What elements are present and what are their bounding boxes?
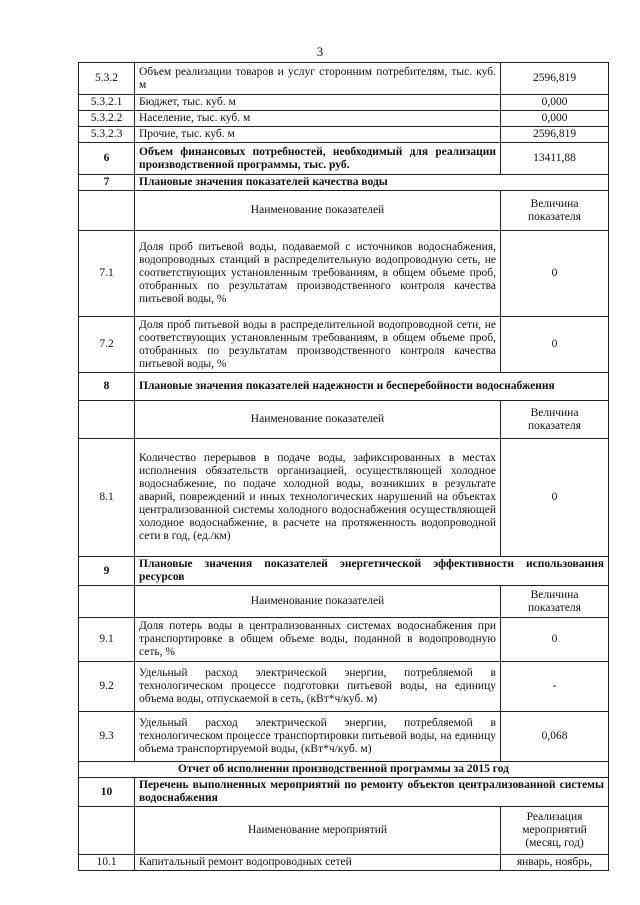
empty-cell	[79, 401, 135, 439]
row-text: Прочие, тыс. куб. м	[135, 127, 501, 143]
column-header-value: Реализация мероприятий (месяц, год)	[501, 807, 609, 855]
page-number: 3	[316, 44, 324, 59]
row-value: 2596,819	[501, 127, 609, 143]
section-title: Перечень выполненных мероприятий по ремонту объектов централизованной системы водоснабжения	[135, 778, 609, 807]
table-row	[79, 63, 609, 95]
column-header-value: Величина показателя	[501, 586, 609, 618]
table-row	[79, 95, 609, 111]
row-value: 13411,88	[501, 143, 609, 175]
section-number: 8	[79, 373, 135, 401]
row-text: Объем финансовых потребностей, необходимый для реализации производственной программы, тыс. руб.	[135, 143, 501, 175]
row-number: 5.3.2	[79, 63, 135, 95]
row-text: Бюджет, тыс. куб. м	[135, 95, 501, 111]
program-table	[78, 62, 609, 871]
section-title: Плановые значения показателей надежности и бесперебойности водоснабжения	[135, 373, 609, 401]
report-title-row	[79, 762, 609, 778]
table-row	[79, 662, 609, 712]
row-text: Доля проб питьевой воды, подаваемой с источников водоснабжения, водопроводных станций в распределительную водопроводную сеть, не соответствующих установленным требованиям, в общем объеме проб, отобранных по результатам производственного контроля качества питьевой воды, %	[135, 231, 501, 317]
row-value: 0,068	[501, 712, 609, 762]
row-text: Количество перерывов в подаче воды, зафиксированных в местах исполнения обязательств организацией, осуществляющей холодное водоснабжение, по подаче холодной воды, возникших в результате аварий, повреждений и иных технологических нарушений на объектах централизованной системы холодного водоснабжения осуществляющей холодное водоснабжение, в расчете на протяженность водопроводной сети в год, (ед./км)	[135, 439, 501, 557]
row-text: Население, тыс. куб. м	[135, 111, 501, 127]
row-value: январь, ноябрь,	[501, 855, 609, 871]
section-number: 7	[79, 175, 135, 191]
row-number: 7.2	[79, 317, 135, 373]
row-text: Доля потерь воды в централизованных системах водоснабжения при транспортировке в общем объеме воды, поданной в водопроводную сеть, %	[135, 618, 501, 662]
column-header-value: Величина показателя	[501, 401, 609, 439]
row-value: 0	[501, 618, 609, 662]
section-number: 9	[79, 557, 135, 586]
row-number: 5.3.2.1	[79, 95, 135, 111]
row-text: Капитальный ремонт водопроводных сетей	[135, 855, 501, 871]
column-header-name: Наименование показателей	[135, 401, 501, 439]
section-row	[79, 778, 609, 807]
row-number: 9.2	[79, 662, 135, 712]
column-header-name: Наименование показателей	[135, 586, 501, 618]
table-row	[79, 855, 609, 871]
row-number: 5.3.2.2	[79, 111, 135, 127]
row-value: -	[501, 662, 609, 712]
table-row	[79, 143, 609, 175]
column-header-value: Величина показателя	[501, 191, 609, 231]
row-value: 0,000	[501, 95, 609, 111]
row-text: Объем реализации товаров и услуг сторонним потребителям, тыс. куб. м	[135, 63, 501, 95]
table-row	[79, 317, 609, 373]
row-value: 0	[501, 317, 609, 373]
row-number: 8.1	[79, 439, 135, 557]
row-text: Доля проб питьевой воды в распределительной водопроводной сети, не соответствующих установленным требованиям, в общем объеме проб, отобранных по результатам производственного контроля качества питьевой воды, %	[135, 317, 501, 373]
section-title: Плановые значения показателей качества воды	[135, 175, 609, 191]
table-row	[79, 231, 609, 317]
column-header-name: Наименование показателей	[135, 191, 501, 231]
header-row	[79, 807, 609, 855]
table-row	[79, 618, 609, 662]
column-header-name: Наименование мероприятий	[135, 807, 501, 855]
section-row	[79, 175, 609, 191]
row-value: 2596,819	[501, 63, 609, 95]
empty-cell	[79, 586, 135, 618]
row-number: 9.3	[79, 712, 135, 762]
row-number: 5.3.2.3	[79, 127, 135, 143]
row-number: 7.1	[79, 231, 135, 317]
row-value: 0	[501, 439, 609, 557]
report-title: Отчет об исполнении производственной программы за 2015 год	[79, 762, 609, 778]
header-row	[79, 401, 609, 439]
empty-cell	[79, 807, 135, 855]
header-row	[79, 586, 609, 618]
row-number: 10.1	[79, 855, 135, 871]
section-number: 10	[79, 778, 135, 807]
table-row	[79, 111, 609, 127]
row-value: 0,000	[501, 111, 609, 127]
row-number: 9.1	[79, 618, 135, 662]
section-row	[79, 373, 609, 401]
section-row	[79, 557, 609, 586]
table-row	[79, 127, 609, 143]
row-number: 6	[79, 143, 135, 175]
table-row	[79, 439, 609, 557]
table-row	[79, 712, 609, 762]
section-title: Плановые значения показателей энергетической эффективности использования ресурсов	[135, 557, 609, 586]
row-text: Удельный расход электрической энергии, потребляемой в технологическом процессе транспортировки питьевой воды, на единицу объема транспортируемой воды, (кВт*ч/куб. м)	[135, 712, 501, 762]
row-text: Удельный расход электрической энергии, потребляемой в технологическом процессе подготовки питьевой воды, на единицу объема воды, отпускаемой в сеть, (кВт*ч/куб. м)	[135, 662, 501, 712]
row-value: 0	[501, 231, 609, 317]
header-row	[79, 191, 609, 231]
empty-cell	[79, 191, 135, 231]
